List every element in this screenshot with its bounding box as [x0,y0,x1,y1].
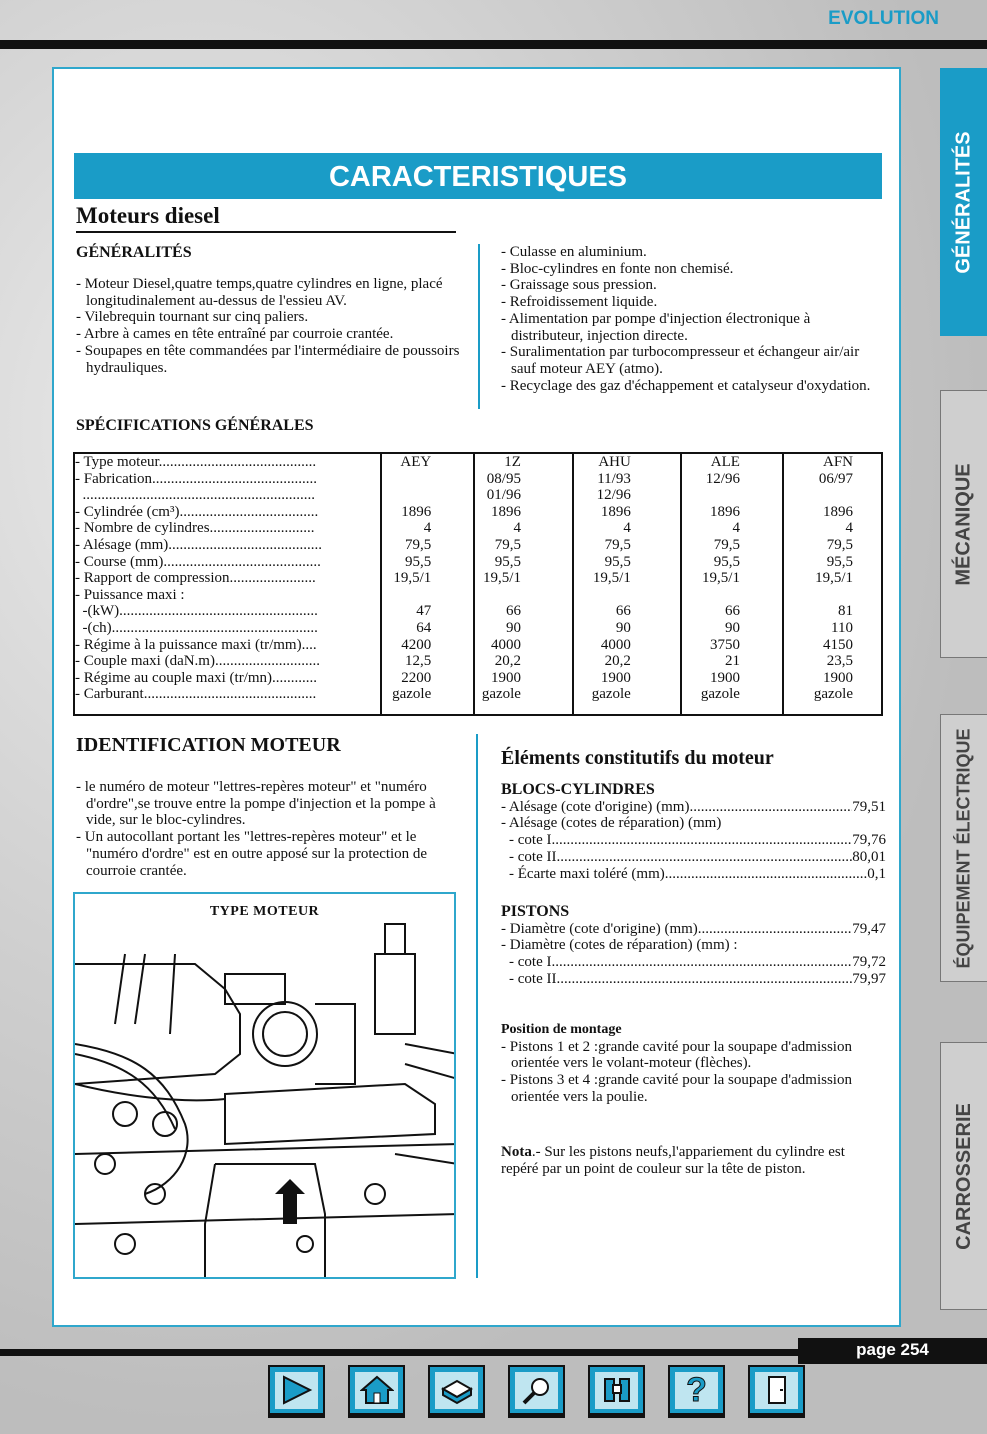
list-item: - le numéro de moteur "lettres-repères moteur" et "numéro d'ordre",se trouve entre la pompe d'injection et la pompe à vide, sur le bloc-cylindres. [76,779,436,829]
content-panel [52,67,901,1327]
spec-value: 79,51 [852,798,886,815]
table-cell: ALE [710,454,740,470]
table-cell: 20,2 [604,653,631,670]
table-row [75,637,881,654]
list-item: - Un autocollant portant les "lettres-repères moteur" et le "numéro d'ordre" est en outre apposé sur la protection de courroie crantée. [76,829,428,879]
row-label: - Course (mm).......................................... [75,553,321,570]
table-cell: 1900 [600,669,631,686]
top-bar [0,40,987,49]
table-cell: 3750 [709,636,740,653]
table-cell: gazole [481,686,521,703]
table-row [75,454,881,471]
help-button[interactable] [668,1365,725,1418]
print-icon [439,1375,475,1405]
section-title: EVOLUTION [828,8,939,29]
table-cell [390,587,467,604]
table-cell: 1896 [490,503,521,520]
nota-section [501,1144,886,1177]
table-cell [776,587,881,604]
row-label: - Régime au couple maxi (tr/mn)............ [75,669,318,686]
spec-line [501,849,886,866]
list-item: - Bloc-cylindres en fonte non chemisé. [501,260,734,277]
engine-drawing [75,894,456,1279]
row-label: - Rapport de compression....................... [75,570,316,587]
table-cell: 1900 [823,669,853,686]
column-divider [478,244,480,409]
table-cell: 110 [831,619,853,636]
table-cell: 79,5 [405,536,432,553]
table-cell: 11/93 [597,470,631,487]
table-cell: 81 [838,603,853,620]
montage-section [501,1022,886,1106]
table-cell: 1Z [504,454,521,470]
row-label: - Alésage (mm)......................................... [75,536,323,553]
table-cell: 12/96 [596,487,631,504]
binoculars-button[interactable] [588,1365,645,1418]
table-cell: 19,5/1 [483,570,521,587]
table-cell: 95,5 [713,553,740,570]
table-row [75,471,881,488]
table-cell [390,487,467,504]
table-cell: 01/96 [486,487,521,504]
tab-generalites-label: GÉNÉRALITÉS [952,130,975,274]
table-cell: 12,5 [405,653,432,670]
diesel-heading: Moteurs diesel [76,203,456,233]
table-divider [380,454,382,714]
table-cell: 4 [423,520,432,537]
table-cell: 79,5 [826,536,853,553]
nota-label: Nota [501,1144,532,1160]
table-row [75,587,881,604]
page-title: CARACTERISTIQUES [74,153,882,199]
row-label: - Régime à la puissance maxi (tr/mm).... [75,636,317,653]
table-cell: 23,5 [826,653,853,670]
pistons-title: PISTONS [501,903,570,920]
table-cell: 19,5/1 [592,570,631,587]
home-button[interactable] [348,1365,405,1418]
list-item: - Alimentation par pompe d'injection électronique à distributeur, injection directe. [501,310,811,344]
table-cell: 95,5 [826,553,853,570]
table-cell: AFN [822,454,853,470]
table-cell: AEY [400,454,432,470]
table-cell: 1900 [490,669,521,686]
spec-value: 79,72 [852,954,886,971]
table-cell [776,487,881,504]
exit-button[interactable] [748,1365,805,1418]
list-item: - Soupapes en tête commandées par l'intermédiaire de poussoirs hydrauliques. [76,342,460,376]
table-cell: 66 [724,603,740,620]
identification-title: IDENTIFICATION MOTEUR [76,734,341,756]
table-cell: 95,5 [405,553,432,570]
table-cell: 95,5 [494,553,521,570]
table-cell: 1896 [823,503,853,520]
specs-title: SPÉCIFICATIONS GÉNÉRALES [76,417,314,434]
list-item: - Refroidissement liquide. [501,294,658,311]
table-cell: 19,5/1 [393,570,432,587]
table-row [75,670,881,687]
list-item: - Recyclage des gaz d'échappement et catalyseur d'oxydation. [501,377,871,394]
spec-value: 79,76 [852,832,886,849]
specs-table [73,452,883,716]
tab-equipement-label: ÉQUIPEMENT ÉLECTRIQUE [953,727,974,969]
spec-label: - cote I [509,832,552,849]
table-row [75,570,881,587]
blocs-cylindres-section [501,782,886,882]
search-button[interactable] [508,1365,565,1418]
print-button[interactable] [428,1365,485,1418]
table-row [75,653,881,670]
table-row [75,620,881,637]
tab-mecanique-label: MÉCANIQUE [952,462,975,586]
spec-label: - Diamètre (cote d'origine) (mm) [501,920,698,937]
table-cell: 4 [732,520,740,537]
table-cell: 1896 [600,503,631,520]
table-cell: AHU [598,454,631,470]
table-divider [680,454,682,714]
table-cell: 90 [615,619,631,636]
table-row [75,686,881,703]
table-cell: gazole [813,686,853,703]
table-cell: 1900 [709,669,740,686]
spec-line [501,799,886,816]
table-cell: gazole [700,686,740,703]
tab-carrosserie[interactable] [940,1042,987,1310]
list-item: - Culasse en aluminium. [501,244,647,260]
tab-equipement-electrique[interactable] [940,714,987,982]
table-row [75,504,881,521]
tab-mecanique[interactable] [940,390,987,658]
table-cell: 95,5 [604,553,631,570]
engine-figure [73,892,456,1279]
row-label: - Cylindrée (cm³)..................................... [75,503,319,520]
list-item: - Graissage sous pression. [501,277,657,294]
list-item: - Pistons 1 et 2 :grande cavité pour la soupape d'admission orientée vers le volant-moteur (flèches). [501,1038,852,1072]
table-cell: 4 [623,520,631,537]
table-cell [390,471,467,488]
generalites-title: GÉNÉRALITÉS [76,244,192,261]
table-cell: 79,5 [604,536,631,553]
table-row [75,603,881,620]
list-item: - Vilebrequin tournant sur cinq paliers. [76,309,309,326]
table-divider [572,454,574,714]
binoculars-icon [600,1375,634,1405]
list-item: - Moteur Diesel,quatre temps,quatre cylindres en ligne, placé longitudinalement au-dessus de l'essieu AV. [76,276,443,309]
list-item: - Suralimentation par turbocompresseur et échangeur air/air sauf moteur AEY (atmo). [501,344,860,377]
list-item: - Pistons 3 et 4 :grande cavité pour la soupape d'admission orientée vers la poulie. [501,1072,852,1105]
home-icon [360,1375,394,1405]
pistons-section [501,904,886,988]
table-cell [563,587,665,604]
next-arrow-icon [280,1375,314,1405]
figure-caption: TYPE MOTEUR [209,904,320,919]
table-cell [467,587,563,604]
table-row [75,554,881,571]
spec-label: - cote I [509,954,552,971]
spec-label: - Écarte maxi toléré (mm) [509,865,665,882]
spec-line: - Diamètre (cotes de réparation) (mm) : [501,937,738,954]
spec-value: 79,97 [852,970,886,987]
exit-door-icon [760,1375,794,1405]
table-cell: gazole [591,686,631,703]
tab-generalites[interactable] [940,68,987,336]
table-cell: 64 [416,619,432,636]
generalites-left [76,244,461,376]
table-cell: 2200 [401,669,432,686]
search-icon [520,1375,554,1405]
row-label: - Carburant.............................................. [75,686,317,703]
row-label: - Puissance maxi : [75,586,185,603]
table-divider [782,454,784,714]
spec-line [501,971,886,988]
next-button[interactable] [268,1365,325,1418]
spec-line [501,866,886,883]
generalites-right [501,244,886,394]
table-cell: 12/96 [705,470,740,487]
nota-text: .- Sur les pistons neufs,l'appariement du cylindre est repéré par un point de couleur sur la tête de piston. [501,1144,845,1177]
table-cell: 19,5/1 [702,570,740,587]
table-row [75,537,881,554]
table-cell: 4000 [600,636,631,653]
spec-label: - Alésage (cote d'origine) (mm) [501,798,690,815]
spec-value: 80,01 [852,848,886,865]
row-label: - Nombre de cylindres............................ [75,520,315,537]
table-cell: 4200 [401,636,432,653]
table-cell: 4150 [823,636,853,653]
row-label: - Couple maxi (daN.m)............................ [75,653,320,670]
elements-title: Éléments constitutifs du moteur [501,747,774,769]
table-cell: 21 [724,653,740,670]
spec-line [501,921,886,938]
spec-label: - cote II [509,848,557,865]
table-row [75,487,881,504]
table-cell: 4000 [490,636,521,653]
table-cell: 4 [845,520,853,537]
table-divider [473,454,475,714]
row-label: -(ch)....................................................... [75,619,318,636]
table-cell: 20,2 [494,653,521,670]
spec-line: - Alésage (cotes de réparation) (mm) [501,815,722,832]
spec-value: 79,47 [852,920,886,937]
table-cell: 90 [505,619,521,636]
montage-title: Position de montage [501,1022,622,1037]
blocs-title: BLOCS-CYLINDRES [501,781,655,798]
table-cell: 19,5/1 [815,570,853,587]
table-cell: gazole [392,686,432,703]
table-cell: 1896 [401,503,432,520]
table-cell: 79,5 [713,536,740,553]
table-cell: 08/95 [486,470,521,487]
spec-line [501,954,886,971]
row-label: - Type moteur.......................................... [75,454,317,470]
row-label: .............................................................. [75,487,315,504]
table-cell: 66 [505,603,521,620]
nav-toolbar [268,1365,805,1418]
column-divider [476,734,478,1278]
page-number: page 254 [798,1338,987,1364]
table-row [75,520,881,537]
table-cell: 79,5 [494,536,521,553]
help-icon: ? [686,1370,707,1409]
table-cell: 1896 [709,503,740,520]
spec-value: 0,1 [867,865,886,882]
spec-label: - cote II [509,970,557,987]
list-item: - Arbre à cames en tête entraîné par courroie crantée. [76,326,394,343]
row-label: -(kW)..................................................... [75,603,318,620]
table-cell: 47 [416,603,432,620]
identification-text [76,779,461,879]
tab-carrosserie-label: CARROSSERIE [952,1102,975,1250]
table-cell: 4 [513,520,521,537]
row-label: - Fabrication............................................ [75,470,318,487]
table-cell: 90 [724,619,740,636]
table-cell: 06/97 [818,470,853,487]
spec-line [501,832,886,849]
table-cell: 66 [615,603,631,620]
